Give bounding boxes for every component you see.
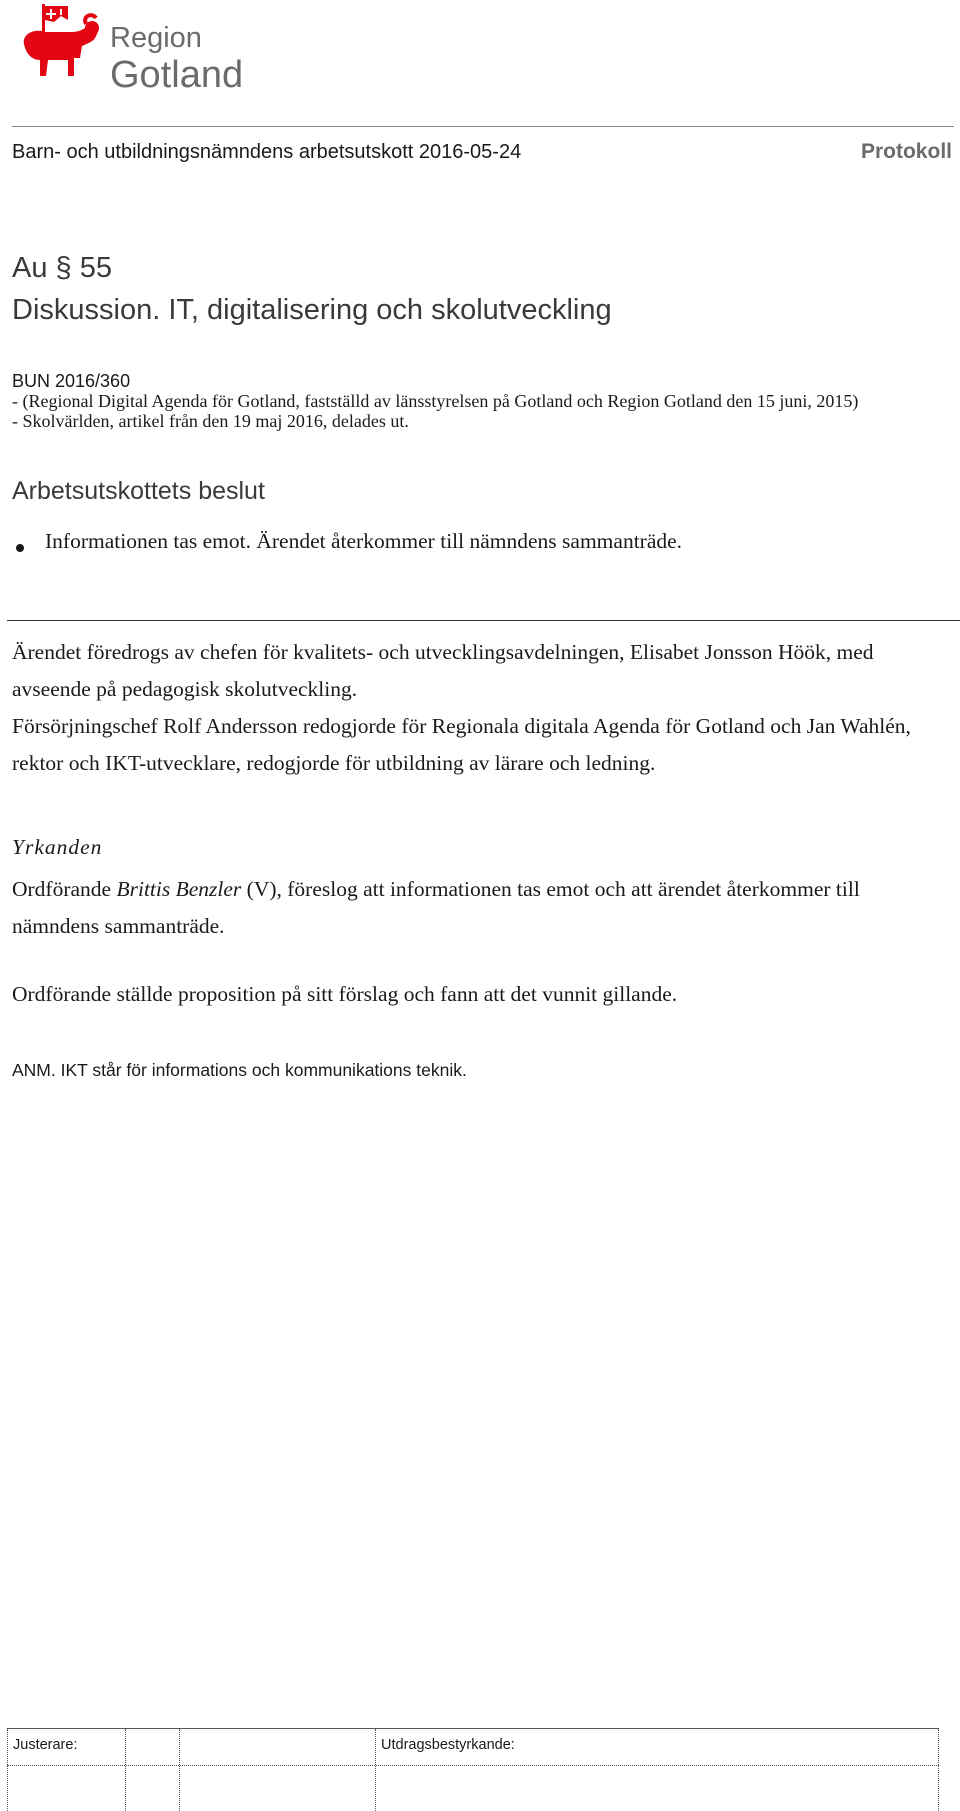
bullet-icon <box>16 544 24 552</box>
proposition-text: Ordförande ställde proposition på sitt förslag och fann att det vunnit gillande. <box>12 982 678 1006</box>
body-text <box>12 634 947 782</box>
decision-item: Informationen tas emot. Ärendet återkommer till nämndens sammanträde. <box>45 529 683 553</box>
signature-footer <box>7 1728 939 1811</box>
chair-motion-suffix: (V), föreslog att informationen tas emot och att ärendet återkommer till nämndens sammanträde. <box>12 877 860 938</box>
annotation-note: ANM. IKT står för informations och kommunikations teknik. <box>12 1060 467 1080</box>
case-number: BUN 2016/360 <box>12 371 131 391</box>
reference-line-agenda: - (Regional Digital Agenda för Gotland, fastställd av länsstyrelsen på Gotland och Region Gotland den 15 juni, 2015) <box>12 391 859 411</box>
logo-text-region: Region <box>110 22 202 54</box>
decision-heading: Arbetsutskottets beslut <box>12 477 265 505</box>
section-divider <box>7 620 960 621</box>
utdrag-cell <box>375 1729 940 1811</box>
logo-text-gotland: Gotland <box>110 54 244 96</box>
reference-block <box>12 371 952 431</box>
reference-line-article: - Skolvärlden, artikel från den 19 maj 2016, delades ut. <box>12 411 409 431</box>
document-header-title: Barn- och utbildningsnämndens arbetsutskott 2016-05-24 <box>12 141 522 163</box>
utdrag-label: Utdragsbestyrkande: <box>381 1737 515 1753</box>
body-paragraph-reports: Försörjningschef Rolf Andersson redogjorde för Regionala digitala Agenda för Gotland och Jan Wahlén, rektor och IKT-utvecklare, redogjorde för utbildning av lärare och ledning. <box>12 714 911 775</box>
justerare-cell <box>7 1729 126 1811</box>
body-paragraph-presentation: Ärendet föredrogs av chefen för kvalitets- och utvecklingsavdelningen, Elisabet Jonsson Höök, med avseende på pedagogisk skolutveckling. <box>12 640 874 701</box>
justerare-label: Justerare: <box>13 1737 78 1753</box>
ram-emblem-icon <box>12 2 104 92</box>
section-title: Diskussion. IT, digitalisering och skolutveckling <box>12 294 612 326</box>
justerare-cell-2 <box>125 1729 180 1811</box>
chair-motion-prefix: Ordförande <box>12 877 117 901</box>
header-divider <box>12 126 954 127</box>
footer-right-edge <box>938 1729 940 1811</box>
region-gotland-logo <box>12 2 244 96</box>
motions-heading: Yrkanden <box>12 835 103 859</box>
chair-motion-text <box>12 871 947 945</box>
justerare-cell-3 <box>179 1729 376 1811</box>
paragraph-number: Au § 55 <box>12 252 112 284</box>
chair-name: Brittis Benzler <box>116 877 242 901</box>
document-type-label: Protokoll <box>860 140 952 163</box>
